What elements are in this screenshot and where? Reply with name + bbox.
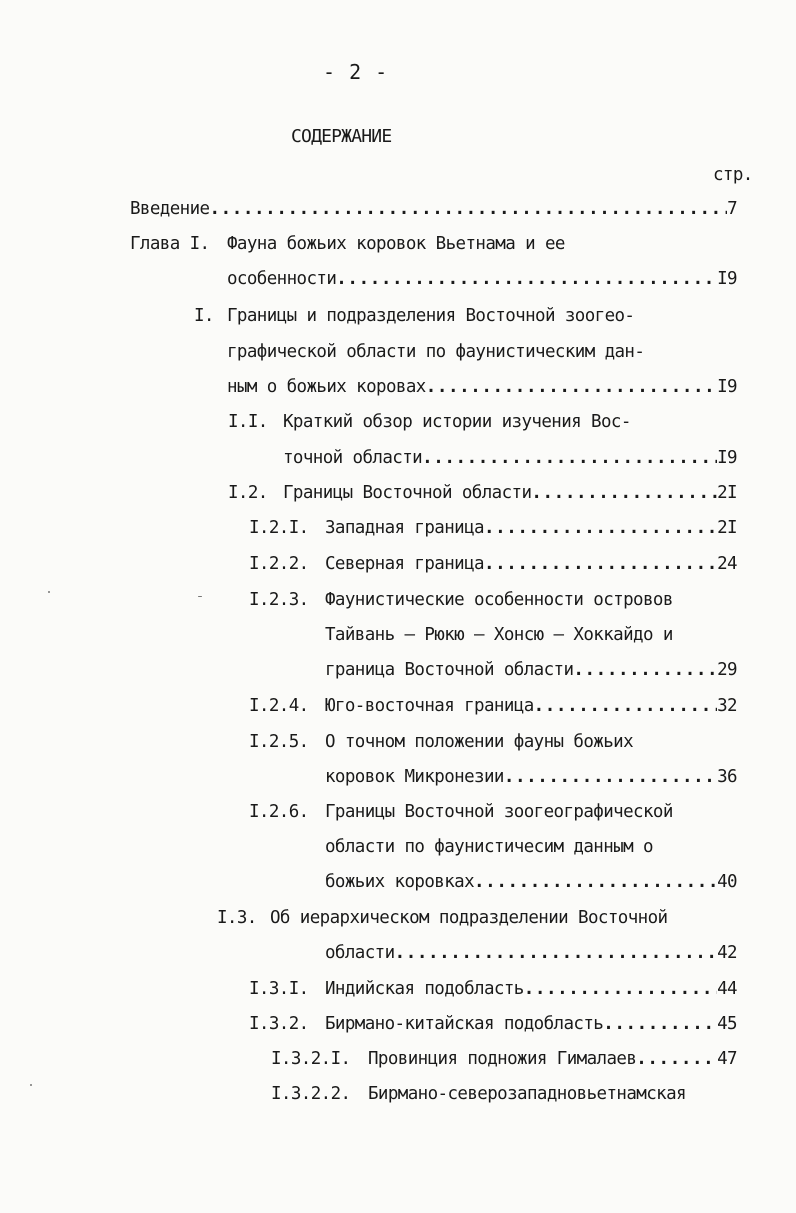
toc-entry-chapter-1-continued <box>227 267 737 291</box>
toc-entry-1-2-6-title: Границы Восточной зоогеографической <box>325 802 673 822</box>
toc-entry-1-2-3-title: Фаунистические особенности островов <box>325 590 673 610</box>
toc-entry-text: Бирмано-китайская подобласть <box>325 1014 604 1034</box>
toc-page: 45 <box>717 1014 737 1034</box>
toc-entry-text: Провинция подножия Гималаев <box>368 1049 637 1069</box>
toc-entry-1-2-3-title-line2: Тайвань – Рюкю – Хонсю – Хоккайдо и <box>325 625 673 645</box>
toc-page: 47 <box>717 1049 737 1069</box>
toc-entry-1-2-2-number: I.2.2. <box>249 554 309 574</box>
toc-entry-text: особенности <box>227 269 337 289</box>
toc-entry-1-2-4 <box>325 694 737 718</box>
leader-dots <box>504 765 717 789</box>
toc-entry-1-1-number: I.I. <box>228 412 268 432</box>
toc-entry-text: области <box>325 943 395 963</box>
toc-entry-chapter-1-title: Фауна божьих коровок Вьетнама и ее <box>227 234 565 254</box>
leader-dots <box>474 870 717 894</box>
toc-entry-1-2 <box>283 481 737 505</box>
leader-dots <box>534 694 717 718</box>
toc-page: 7 <box>727 199 737 219</box>
toc-page: I9 <box>717 448 737 468</box>
scan-speck <box>48 591 50 593</box>
document-title: СОДЕРЖАНИЕ <box>291 126 392 147</box>
toc-entry-text: Западная граница <box>325 518 484 538</box>
leader-dots <box>603 1012 717 1036</box>
toc-entry-text: Индийская подобласть <box>325 979 524 999</box>
toc-entry-text: божьих коровках <box>325 872 475 892</box>
toc-entry-1-2-6-number: I.2.6. <box>249 802 309 822</box>
toc-page: 32 <box>717 696 737 716</box>
toc-page: 29 <box>717 660 737 680</box>
toc-page: 36 <box>717 767 737 787</box>
toc-page: 2I <box>717 518 737 538</box>
toc-entry-text: точной области <box>283 448 423 468</box>
toc-entry-1-title: Границы и подразделения Восточной зоогео- <box>227 306 635 326</box>
leader-dots <box>524 977 717 1001</box>
toc-entry-1-title-line2: графической области по фаунистическим дан- <box>227 342 645 362</box>
leader-dots <box>636 1047 717 1071</box>
leader-dots <box>573 658 717 682</box>
toc-entry-1-2-1 <box>325 516 737 540</box>
toc-entry-1-2-2 <box>325 552 737 576</box>
leader-dots <box>484 552 717 576</box>
toc-entry-1-2-number: I.2. <box>228 483 268 503</box>
toc-entry-1-2-5-continued <box>325 765 737 789</box>
leader-dots <box>422 446 717 470</box>
page-number: - 2 - <box>323 60 389 84</box>
page-column-label: стр. <box>713 165 753 185</box>
toc-entry-1-3-2-1-number: I.3.2.I. <box>271 1049 351 1069</box>
leader-dots <box>210 197 728 221</box>
scan-speck <box>198 596 202 597</box>
toc-entry-text: ным о божьих коровах <box>227 377 426 397</box>
leader-dots <box>484 516 717 540</box>
toc-page: 40 <box>717 872 737 892</box>
toc-entry-1-3-number: I.3. <box>217 908 257 928</box>
toc-entry-1-2-5-title: О точном положении фауны божьих <box>325 732 634 752</box>
leader-dots <box>395 941 718 965</box>
toc-entry-1-3-2 <box>325 1012 737 1036</box>
toc-page: 44 <box>717 979 737 999</box>
toc-page: 42 <box>717 943 737 963</box>
toc-entry-1-3-title: Об иерархическом подразделении Восточной <box>270 908 668 928</box>
toc-entry-1-3-1 <box>325 977 737 1001</box>
toc-page: 2I <box>717 483 737 503</box>
toc-entry-text: граница Восточной области <box>325 660 574 680</box>
toc-entry-1-1-title: Краткий обзор истории изучения Вос- <box>283 412 631 432</box>
toc-entry-text: коровок Микронезии <box>325 767 504 787</box>
toc-entry-1-2-3-continued <box>325 658 737 682</box>
toc-entry-text: Юго-восточная граница <box>325 696 534 716</box>
toc-entry-1-2-3-number: I.2.3. <box>249 590 309 610</box>
leader-dots <box>336 267 717 291</box>
scan-speck <box>30 1084 32 1086</box>
toc-entry-1-3-2-1 <box>368 1047 737 1071</box>
toc-entry-1-3-2-2-number: I.3.2.2. <box>271 1084 351 1104</box>
toc-entry-1-2-6-continued <box>325 870 737 894</box>
toc-entry-text: Северная граница <box>325 554 484 574</box>
leader-dots <box>426 375 717 399</box>
toc-entry-1-2-5-number: I.2.5. <box>249 732 309 752</box>
toc-entry-1-2-1-number: I.2.I. <box>249 518 309 538</box>
toc-entry-1-2-4-number: I.2.4. <box>249 696 309 716</box>
toc-entry-1-continued <box>227 375 737 399</box>
toc-entry-text: Введение <box>130 199 210 219</box>
toc-page: I9 <box>717 377 737 397</box>
toc-entry-1-1-continued <box>283 446 737 470</box>
toc-entry-1-3-2-number: I.3.2. <box>249 1014 309 1034</box>
toc-page: I9 <box>717 269 737 289</box>
toc-entry-1-number: I. <box>194 306 214 326</box>
toc-page: 24 <box>717 554 737 574</box>
toc-entry-1-2-6-title-line2: области по фаунистичесим данным о <box>325 837 653 857</box>
toc-entry-1-3-continued <box>325 941 737 965</box>
toc-entry-introduction <box>130 197 737 221</box>
leader-dots <box>531 481 717 505</box>
toc-entry-text: Границы Восточной области <box>283 483 532 503</box>
toc-entry-1-3-1-number: I.3.I. <box>249 979 309 999</box>
toc-entry-1-3-2-2-title: Бирмано-северозападновьетнамская <box>368 1084 686 1104</box>
toc-entry-chapter-1-number: Глава I. <box>130 234 210 254</box>
